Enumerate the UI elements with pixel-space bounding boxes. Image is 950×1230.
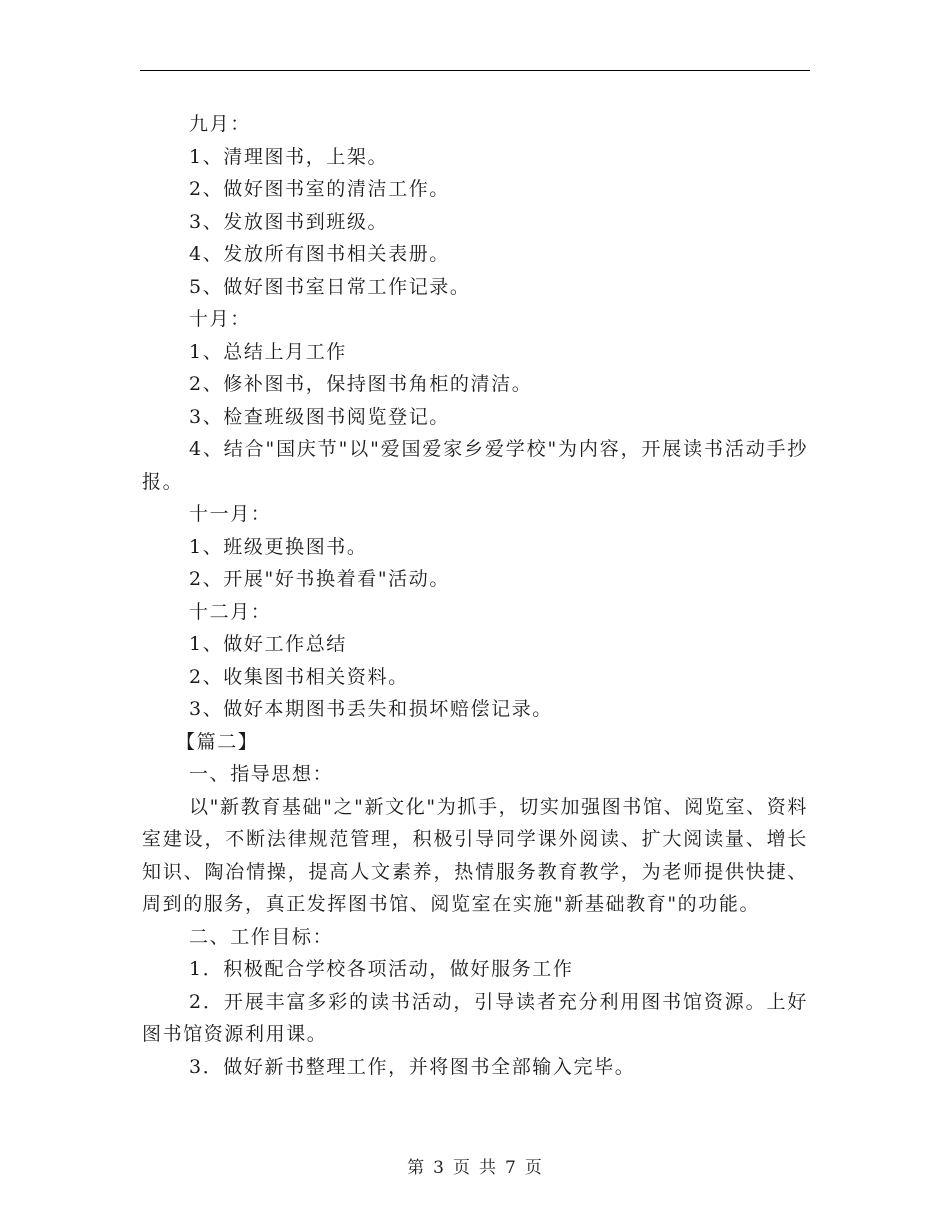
list-item: 1、清理图书，上架。: [189, 145, 389, 168]
header-rule: [140, 70, 810, 71]
list-item: 1、做好工作总结: [189, 633, 347, 655]
list-item: 2、修补图书，保持图书角柜的清洁。: [189, 373, 533, 395]
section-heading: 二、工作目标：: [189, 925, 334, 948]
list-item: 2．开展丰富多彩的读书活动，引导读者充分利用图书馆资源。上好图书馆资源利用课。: [142, 990, 808, 1045]
footer-total-unit: 页: [524, 1158, 543, 1178]
list-item: 2、做好图书室的清洁工作。: [189, 178, 450, 200]
list-item: 1、总结上月工作: [189, 340, 347, 363]
body-paragraph: 以"新教育基础"之"新文化"为抓手，切实加强图书馆、阅览室、资料室建设，不断法律规范管理，积极引导同学课外阅读、扩大阅读量、增长知识、陶冶情操，提高人文素养，热情服务教育教学，为老师提供快捷、周到的服务，真正发挥图书馆、阅览室在实施"新基础教育"的功能。: [142, 795, 808, 915]
list-item: 2、收集图书相关资料。: [189, 665, 409, 688]
section-heading: 十二月：: [189, 600, 272, 623]
section-heading: 一、指导思想：: [189, 763, 334, 785]
list-item: 4、结合"国庆节"以"爱国爱家乡爱学校"为内容，开展读书活动手抄报。: [142, 438, 808, 493]
list-item: 4、发放所有图书相关表册。: [189, 243, 450, 265]
page-total: 7: [505, 1158, 517, 1178]
list-item: 3、做好本期图书丢失和损坏赔偿记录。: [189, 698, 553, 720]
list-item: 3、发放图书到班级。: [189, 210, 389, 233]
footer-page-unit: 页: [453, 1158, 471, 1178]
part-heading: 【篇二】: [176, 730, 259, 753]
footer-prefix: 第: [407, 1158, 426, 1178]
page-footer: [0, 1153, 950, 1178]
footer-total-prefix: 共: [479, 1158, 497, 1178]
list-item: 3、检查班级图书阅览登记。: [189, 405, 450, 428]
document-body: [142, 108, 808, 1083]
list-item: 1、班级更换图书。: [189, 535, 368, 558]
list-item: 3．做好新书整理工作，并将图书全部输入完毕。: [189, 1055, 636, 1078]
list-item: 2、开展"好书换着看"活动。: [189, 568, 450, 590]
section-heading: 十一月：: [189, 503, 272, 525]
list-item: 5、做好图书室日常工作记录。: [189, 275, 471, 298]
list-item: 1．积极配合学校各项活动，做好服务工作: [189, 958, 574, 980]
page-number: 3: [433, 1158, 445, 1178]
section-heading: 九月：: [189, 113, 251, 135]
section-heading: 十月：: [189, 308, 251, 330]
